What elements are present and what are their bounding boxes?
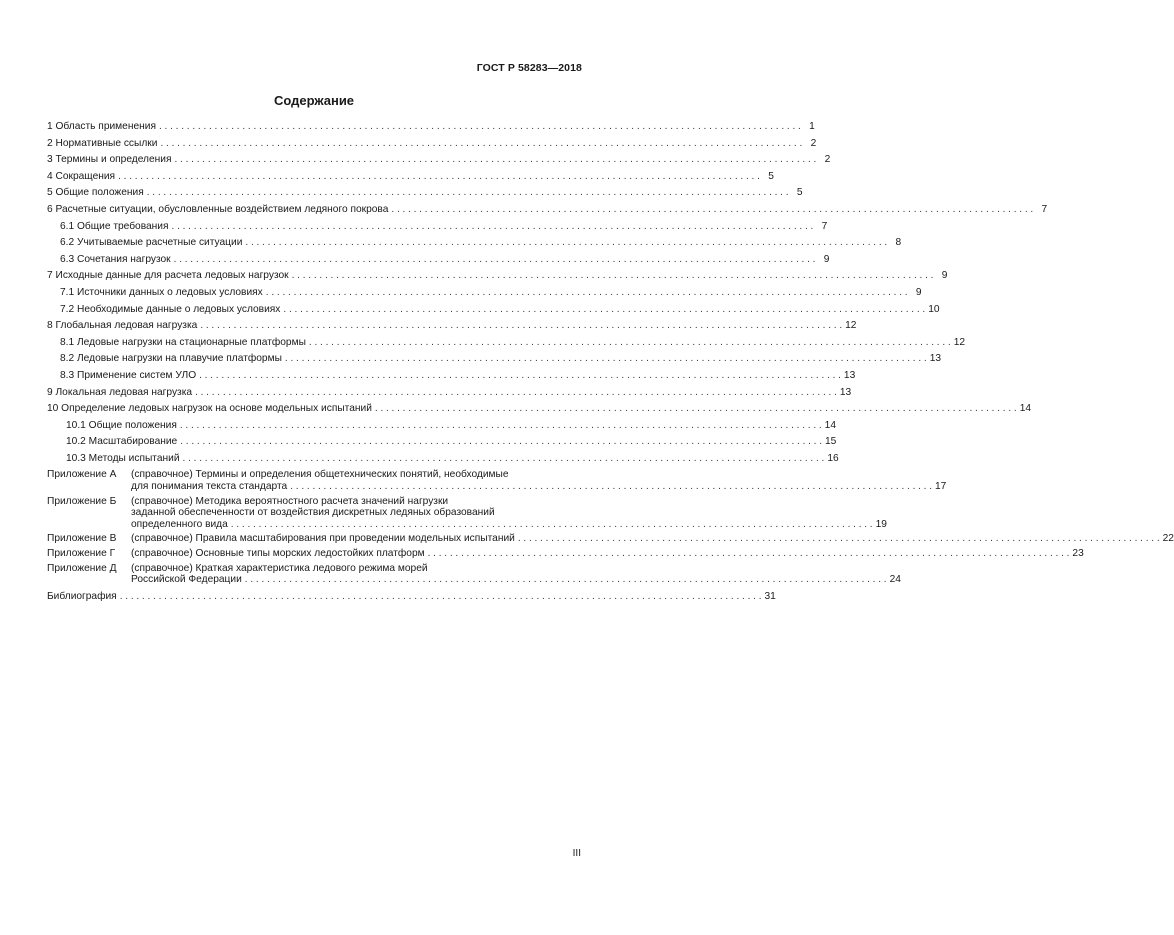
toc-entry-page: 13 bbox=[929, 353, 942, 365]
leader-dots bbox=[283, 302, 925, 319]
toc-entry-6-2[interactable] bbox=[47, 235, 902, 252]
leader-dots bbox=[245, 235, 887, 252]
toc-entry-label: 6.1 Общие требования bbox=[60, 219, 172, 236]
table-of-contents bbox=[47, 119, 1174, 605]
toc-appendix-d[interactable] bbox=[47, 562, 901, 586]
toc-entry-page: 9 bbox=[823, 253, 830, 265]
appendix-line: (справочное) Методика вероятностного расчета значений нагрузки bbox=[131, 495, 449, 507]
appendix-key: Приложение Д bbox=[47, 562, 117, 574]
appendix-last-line bbox=[131, 533, 1174, 545]
leader-dots bbox=[285, 351, 927, 368]
toc-entry-page: 9 bbox=[941, 270, 948, 282]
toc-entry-label: 4 Сокращения bbox=[47, 169, 118, 186]
leader-dots bbox=[231, 519, 873, 531]
toc-entry-label: 8.3 Применение систем УЛО bbox=[60, 368, 199, 385]
toc-entry-4[interactable] bbox=[47, 169, 774, 186]
toc-entry-10-3[interactable] bbox=[47, 451, 839, 468]
document-code: ГОСТ Р 58283—2018 bbox=[476, 62, 582, 74]
appendix-key: Приложение Г bbox=[47, 548, 116, 560]
appendix-body bbox=[131, 469, 946, 492]
toc-entry-label: 8.2 Ледовые нагрузки на плавучие платформы bbox=[60, 351, 285, 368]
toc-entry-6[interactable] bbox=[47, 202, 1048, 219]
appendix-key: Приложение А bbox=[47, 469, 117, 481]
appendix-body bbox=[131, 496, 887, 531]
toc-entry-label: 10.1 Общие положения bbox=[66, 418, 180, 435]
leader-dots bbox=[245, 574, 887, 586]
toc-entry-8-1[interactable] bbox=[47, 335, 966, 352]
leader-dots bbox=[309, 335, 951, 352]
appendix-key: Приложение Б bbox=[47, 495, 117, 507]
toc-entry-8-3[interactable] bbox=[47, 368, 856, 385]
toc-entry-label: 7.1 Источники данных о ледовых условиях bbox=[60, 285, 266, 302]
appendix-line: (справочное) Термины и определения общетехнических понятий, необходимые bbox=[131, 469, 509, 481]
toc-entry-page: 2 bbox=[824, 154, 831, 166]
leader-dots bbox=[195, 385, 837, 402]
toc-entry-label: 1 Область применения bbox=[47, 119, 159, 136]
appendix-last-label: определенного вида bbox=[131, 518, 228, 530]
toc-bibliography[interactable] bbox=[47, 589, 776, 606]
appendix-body bbox=[131, 533, 1174, 545]
appendix-last-label: (справочное) Основные типы морских ледостойких платформ bbox=[131, 548, 425, 560]
toc-entry-page: 10 bbox=[928, 303, 940, 315]
toc-entry-label: 6 Расчетные ситуации, обусловленные воздействием ледяного покрова bbox=[47, 202, 391, 219]
toc-appendix-a[interactable] bbox=[47, 469, 947, 493]
appendix-last-line bbox=[131, 548, 1084, 560]
appendix-line: (справочное) Краткая характеристика ледового режима морей bbox=[131, 562, 428, 574]
toc-entry-page: 16 bbox=[827, 452, 839, 464]
toc-entry-page: 1 bbox=[809, 121, 815, 132]
appendix-last-line bbox=[131, 574, 901, 586]
toc-entry-label: Библиография bbox=[47, 589, 120, 606]
toc-entry-label: 2 Нормативные ссылки bbox=[47, 136, 160, 153]
toc-entry-page: 8 bbox=[895, 237, 902, 249]
toc-entry-10-1[interactable] bbox=[47, 418, 837, 435]
toc-entry-label: 8 Глобальная ледовая нагрузка bbox=[47, 318, 200, 335]
appendix-page: 19 bbox=[875, 518, 887, 530]
appendix-page: 22 bbox=[1162, 533, 1174, 545]
toc-entry-7-2[interactable] bbox=[47, 302, 940, 319]
toc-entry-page: 12 bbox=[953, 336, 966, 348]
toc-entry-page: 5 bbox=[796, 187, 803, 199]
toc-entry-label: 10.3 Методы испытаний bbox=[66, 451, 183, 468]
toc-entry-page: 5 bbox=[768, 170, 774, 182]
toc-entry-7[interactable] bbox=[47, 268, 948, 285]
appendix-body bbox=[131, 548, 1084, 560]
leader-dots bbox=[183, 451, 825, 468]
leader-dots bbox=[159, 119, 801, 136]
toc-entry-6-3[interactable] bbox=[47, 252, 830, 269]
toc-entry-page: 13 bbox=[843, 369, 856, 381]
toc-entry-label: 8.1 Ледовые нагрузки на стационарные платформы bbox=[60, 335, 309, 352]
toc-entry-8[interactable] bbox=[47, 318, 857, 335]
toc-title: Содержание bbox=[273, 93, 355, 108]
toc-entry-label: 9 Локальная ледовая нагрузка bbox=[47, 385, 195, 402]
leader-dots bbox=[428, 548, 1070, 560]
toc-entry-label: 10.2 Масштабирование bbox=[66, 434, 180, 451]
toc-entry-page: 12 bbox=[845, 320, 857, 332]
leader-dots bbox=[120, 589, 762, 606]
toc-entry-1[interactable] bbox=[47, 119, 815, 136]
leader-dots bbox=[200, 318, 842, 335]
toc-entry-page: 14 bbox=[824, 419, 837, 431]
toc-entry-3[interactable] bbox=[47, 152, 831, 169]
toc-entry-8-2[interactable] bbox=[47, 351, 942, 368]
leader-dots bbox=[391, 202, 1033, 219]
leader-dots bbox=[174, 252, 816, 269]
toc-appendix-v[interactable] bbox=[47, 533, 1174, 545]
toc-entry-label: 7.2 Необходимые данные о ледовых условиях bbox=[60, 302, 283, 319]
leader-dots bbox=[375, 401, 1017, 418]
toc-entry-label: 7 Исходные данные для расчета ледовых нагрузок bbox=[47, 268, 292, 285]
leader-dots bbox=[172, 219, 814, 236]
leader-dots bbox=[290, 481, 932, 493]
toc-entry-2[interactable] bbox=[47, 136, 817, 153]
leader-dots bbox=[180, 418, 822, 435]
leader-dots bbox=[118, 169, 760, 186]
leader-dots bbox=[160, 136, 802, 153]
toc-entry-10-2[interactable] bbox=[47, 434, 837, 451]
toc-entry-label: 5 Общие положения bbox=[47, 185, 147, 202]
toc-entry-label: 3 Термины и определения bbox=[47, 152, 174, 169]
appendix-line: заданной обеспеченности от воздействия дискретных ледяных образований bbox=[131, 507, 495, 519]
leader-dots bbox=[174, 152, 816, 169]
toc-appendix-g[interactable] bbox=[47, 548, 1084, 560]
appendix-last-line bbox=[131, 519, 887, 531]
leader-dots bbox=[199, 368, 841, 385]
appendix-last-line bbox=[131, 481, 946, 493]
appendix-last-label: Российской Федерации bbox=[131, 574, 242, 586]
leader-dots bbox=[266, 285, 908, 302]
appendix-last-label: для понимания текста стандарта bbox=[131, 481, 288, 493]
toc-entry-5[interactable] bbox=[47, 185, 803, 202]
appendix-body bbox=[131, 563, 901, 586]
toc-entry-page: 7 bbox=[821, 220, 828, 232]
appendix-last-label: (справочное) Правила масштабирования при проведении модельных испытаний bbox=[131, 533, 515, 545]
toc-entry-page: 15 bbox=[825, 436, 837, 448]
toc-entry-7-1[interactable] bbox=[47, 285, 922, 302]
toc-appendix-b[interactable] bbox=[47, 495, 887, 531]
page-folio: III bbox=[572, 848, 581, 859]
leader-dots bbox=[147, 185, 789, 202]
appendix-page: 17 bbox=[935, 481, 947, 493]
toc-entry-10[interactable] bbox=[47, 401, 1032, 418]
toc-entry-9[interactable] bbox=[47, 385, 852, 402]
toc-entry-label: 10 Определение ледовых нагрузок на основе модельных испытаний bbox=[47, 401, 375, 418]
toc-entry-page: 9 bbox=[915, 286, 922, 298]
toc-entry-label: 6.3 Сочетания нагрузок bbox=[60, 252, 174, 269]
toc-entry-label: 6.2 Учитываемые расчетные ситуации bbox=[60, 235, 245, 252]
appendix-key: Приложение В bbox=[47, 533, 117, 545]
leader-dots bbox=[518, 533, 1160, 545]
toc-entry-page: 31 bbox=[764, 590, 776, 602]
toc-entry-6-1[interactable] bbox=[47, 219, 828, 236]
leader-dots bbox=[292, 268, 934, 285]
appendix-page: 23 bbox=[1072, 548, 1084, 560]
toc-entry-page: 13 bbox=[839, 386, 852, 398]
toc-entry-page: 7 bbox=[1041, 203, 1048, 215]
toc-entry-page: 2 bbox=[810, 137, 817, 149]
appendix-page: 24 bbox=[889, 574, 901, 586]
toc-entry-page: 14 bbox=[1019, 403, 1032, 415]
leader-dots bbox=[180, 434, 822, 451]
